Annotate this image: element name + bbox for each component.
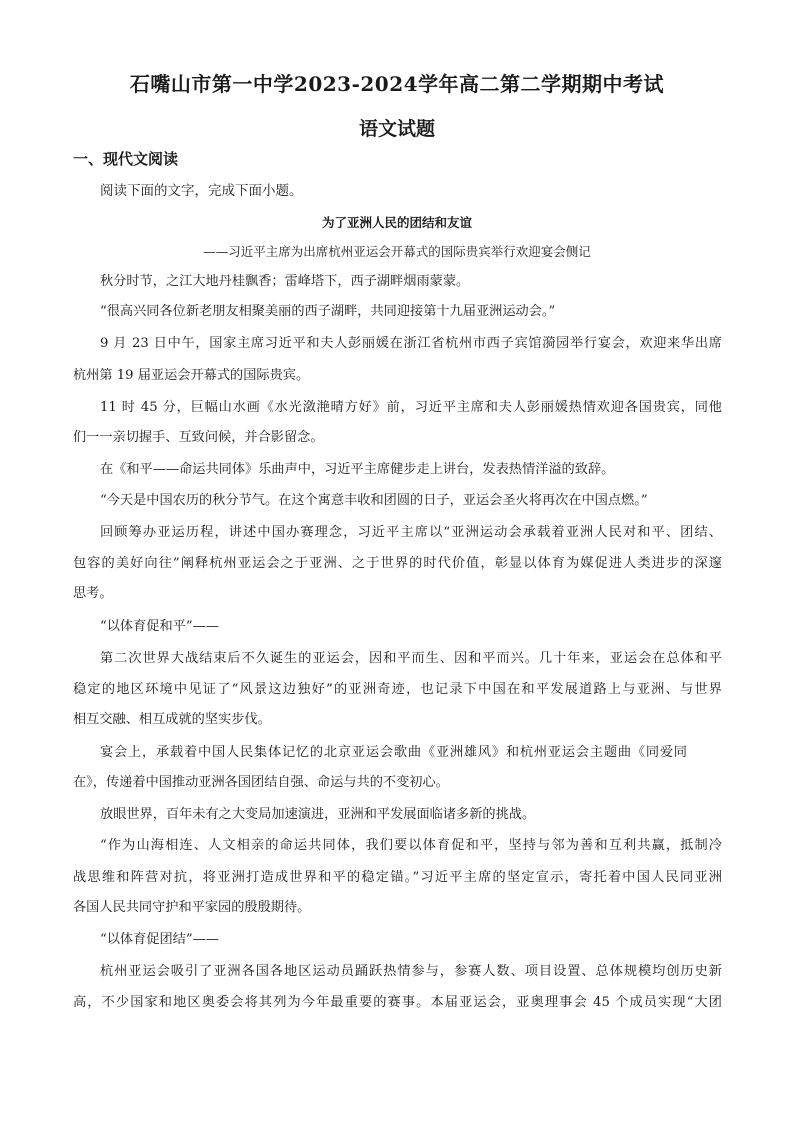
article-line: 回顾筹办亚运历程，讲述中国办赛理念，习近平主席以“亚洲运动会承载着亚洲人民对和平、团结、 [100, 525, 722, 540]
article-line: 在《和平——命运共同体》乐曲声中，习近平主席健步走上讲台，发表热情洋溢的致辞。 [100, 462, 615, 477]
article-line: “以体育促团结”—— [100, 932, 219, 947]
instruction-text: 阅读下面的文字，完成下面小题。 [100, 183, 303, 199]
exam-subtitle: 语文试题 [358, 118, 435, 140]
article-line: 战思维和阵营对抗，将亚洲打造成世界和平的稳定锚。”习近平主席的坚定宣示，寄托着中国人民同亚洲 [73, 870, 722, 885]
article-line: 杭州亚运会吸引了亚洲各国各地区运动员踊跃热情参与，参赛人数、项目设置、总体规模均创历史新 [100, 964, 722, 979]
article-title: 为了亚洲人民的团结和友谊 [321, 215, 472, 230]
article-line: 思考。 [73, 586, 113, 601]
article-line: 杭州第 19 届亚运会开幕式的国际贵宾。 [73, 368, 310, 383]
article-line: 高，不少国家和地区奥委会将其列为今年最重要的赛事。本届亚运会，亚奥理事会 45 个成员实现“大团 [73, 995, 722, 1010]
article-line: “今天是中国农历的秋分节气。在这个寓意丰收和团圆的日子，亚运会圣火将再次在中国点燃。” [100, 493, 648, 508]
article-line: 相互交融、相互成就的坚实步伐。 [73, 712, 271, 727]
article-subtitle: ——习近平主席为出席杭州亚运会开幕式的国际贵宾举行欢迎宴会侧记 [203, 244, 591, 259]
article-line: 宴会上，承载着中国人民集体记忆的北京亚运会歌曲《亚洲雄风》和杭州亚运会主题曲《同爱同 [100, 745, 687, 760]
article-line: 11 时 45 分，巨幅山水画《水光潋滟晴方好》前，习近平主席和夫人彭丽媛热情欢迎各国贵宾，同他 [100, 400, 722, 415]
article-line: 9 月 23 日中午，国家主席习近平和夫人彭丽媛在浙江省杭州市西子宾馆漪园举行宴会，欢迎来华出席 [100, 336, 722, 351]
article-line: 第二次世界大战结束后不久诞生的亚运会，因和平而生、因和平而兴。几十年来，亚运会在总体和平 [100, 651, 722, 666]
article-line: 在》，传递着中国推动亚洲各国团结自强、命运与共的不变初心。 [73, 775, 449, 790]
article-line: 包容的美好向往”阐释杭州亚运会之于亚洲、之于世界的时代价值，彰显以体育为媒促进人类进步的深邃 [73, 556, 722, 571]
exam-title: 石嘴山市第一中学2023-2024学年高二第二学期期中考试 [129, 72, 665, 96]
article-line: 放眼世界，百年未有之大变局加速演进，亚洲和平发展面临诸多新的挑战。 [100, 807, 536, 822]
article-line: “很高兴同各位新老朋友相聚美丽的西子湖畔，共同迎接第十九届亚洲运动会。” [100, 304, 556, 319]
article-line: “作为山海相连、人文相亲的命运共同体，我们要以体育促和平，坚持与邻为善和互利共赢，抵制冷 [100, 838, 722, 853]
article-line: 各国人民共同守护和平家园的殷殷期待。 [73, 900, 311, 915]
article-line: 秋分时节，之江大地丹桂飘香；雷峰塔下，西子湖畔烟雨蒙蒙。 [100, 274, 470, 289]
section-heading: 一、现代文阅读 [73, 150, 179, 168]
article-line: 们一一亲切握手、互致问候，并合影留念。 [73, 430, 324, 445]
article-line: 稳定的地区环境中见证了“风景这边独好”的亚洲奇迹，也记录下中国在和平发展道路上与亚洲、与世界 [73, 682, 722, 697]
article-line: “以体育促和平”—— [100, 619, 219, 634]
